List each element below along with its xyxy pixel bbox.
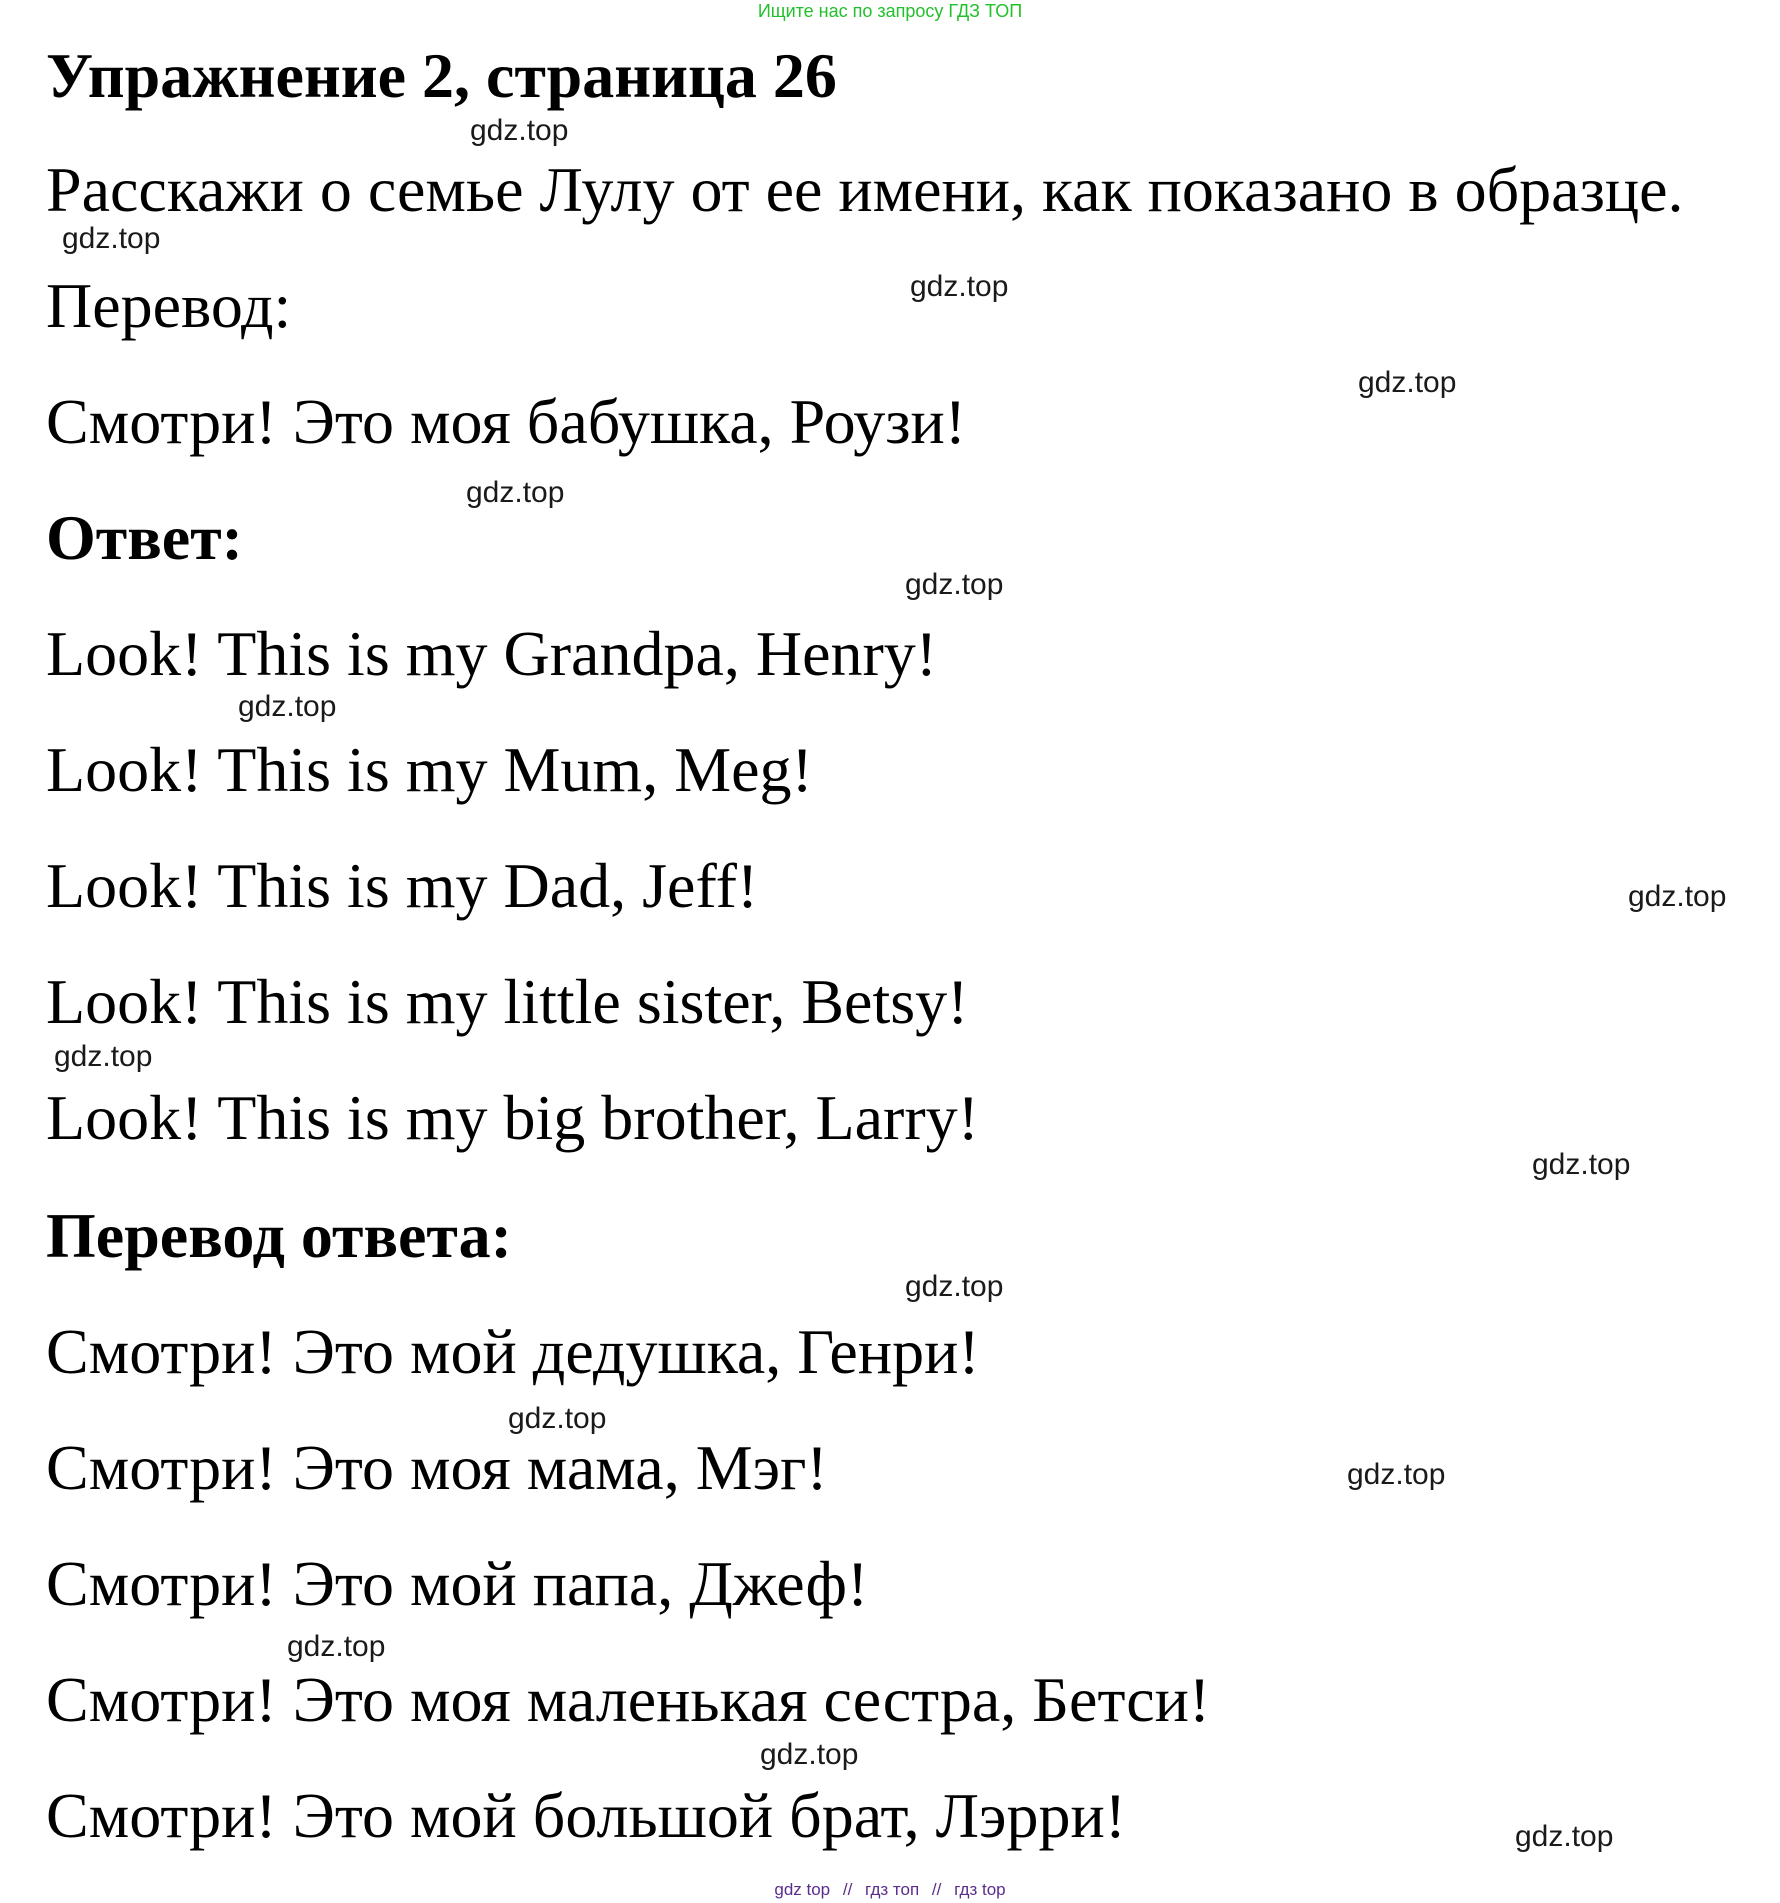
answer-line: Look! This is my big brother, Larry! <box>46 1082 979 1153</box>
watermark: gdz.top <box>287 1630 386 1663</box>
watermark: gdz.top <box>1347 1458 1446 1491</box>
answer-line: Look! This is my little sister, Betsy! <box>46 966 969 1037</box>
watermark: gdz.top <box>910 270 1009 303</box>
watermark: gdz.top <box>470 114 569 147</box>
watermark: gdz.top <box>760 1738 859 1771</box>
exercise-title: Упражнение 2, страница 26 <box>46 40 837 111</box>
task-text: Расскажи о семье Лулу от ее имени, как показано в образце. <box>46 154 1684 225</box>
answer-translation-line: Смотри! Это мой папа, Джеф! <box>46 1548 869 1619</box>
answer-translation-line: Смотри! Это моя маленькая сестра, Бетси! <box>46 1664 1211 1735</box>
footer-separator: // <box>842 1880 853 1899</box>
translation-label: Перевод: <box>46 270 292 341</box>
watermark: gdz.top <box>1532 1148 1631 1181</box>
watermark: gdz.top <box>1358 366 1457 399</box>
footer-text: гдз top <box>954 1880 1006 1899</box>
answer-line: Look! This is my Mum, Meg! <box>46 734 813 805</box>
footer-text: гдз топ <box>865 1880 920 1899</box>
watermark: gdz.top <box>905 1270 1004 1303</box>
answer-translation-heading: Перевод ответа: <box>46 1200 512 1271</box>
answer-translation-line: Смотри! Это мой дедушка, Генри! <box>46 1316 980 1387</box>
watermark: gdz.top <box>466 476 565 509</box>
top-banner: Ищите нас по запросу ГДЗ ТОП <box>757 1 1023 21</box>
answer-line: Look! This is my Grandpa, Henry! <box>46 618 938 689</box>
watermark: gdz.top <box>238 690 337 723</box>
watermark: gdz.top <box>54 1040 153 1073</box>
answer-translation-line: Смотри! Это моя мама, Мэг! <box>46 1432 828 1503</box>
answer-line: Look! This is my Dad, Jeff! <box>46 850 759 921</box>
example-sentence: Смотри! Это моя бабушка, Роузи! <box>46 386 967 457</box>
footer-separator: // <box>931 1880 942 1899</box>
watermark: gdz.top <box>1628 880 1727 913</box>
watermark: gdz.top <box>905 568 1004 601</box>
watermark: gdz.top <box>508 1402 607 1435</box>
footer <box>0 1879 1780 1901</box>
answer-translation-line: Смотри! Это мой большой брат, Лэрри! <box>46 1780 1127 1851</box>
watermark: gdz.top <box>62 222 161 255</box>
answer-heading: Ответ: <box>46 502 243 573</box>
watermark: gdz.top <box>1515 1820 1614 1853</box>
footer-text: gdz top <box>774 1880 831 1899</box>
